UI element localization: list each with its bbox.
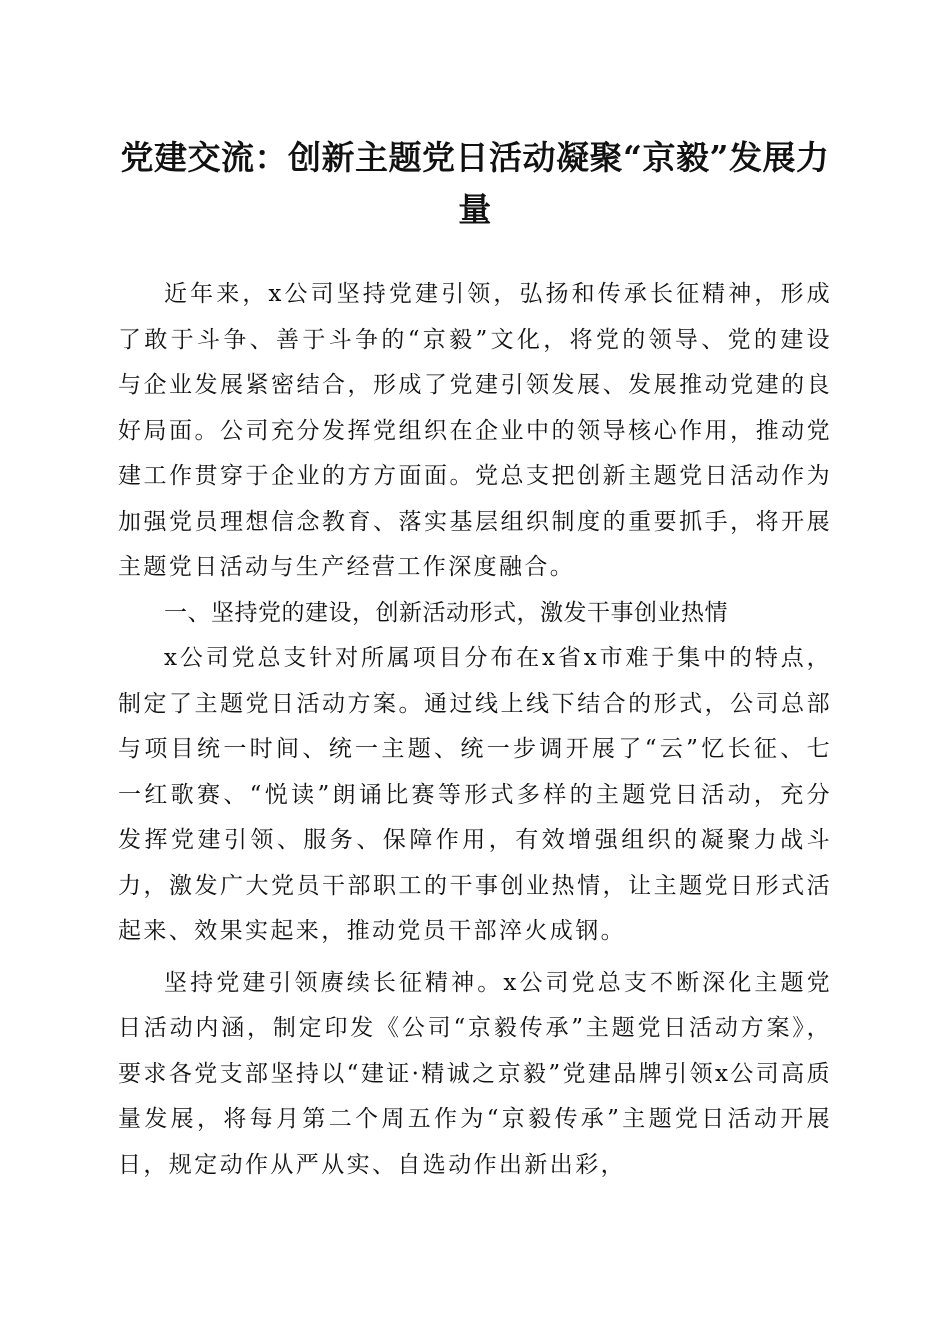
document-title: 党建交流：创新主题党日活动凝聚“京毅”发展力量 <box>120 138 830 229</box>
section-heading-1: 一、坚持党的建设，创新活动形式，激发干事创业热情 <box>164 599 728 626</box>
intro-paragraph: 近年来，x公司坚持党建引领，弘扬和传承长征精神，形成了敢于斗争、善于斗争的“京毅”文化，将党的领导、党的建设与企业发展紧密结合，形成了党建引领发展、发展推动党建的良好局面。公司充分发挥党组织在企业中的领导核心作用，推动党建工作贯穿于企业的方方面面。党总支把创新主题党日活动作为加强党员理想信念教育、落实基层组织制度的重要抓手，将开展主题党日活动与生产经营工作深度融合。 <box>118 281 832 580</box>
section-1-paragraph-2: 坚持党建引领赓续长征精神。x公司党总支不断深化主题党日活动内涵，制定印发《公司“京毅传承”主题党日活动方案》，要求各党支部坚持以“建证·精诚之京毅”党建品牌引领x公司高质量发展，将每月第二个周五作为“京毅传承”主题党日活动开展日，规定动作从严从实、自选动作出新出彩， <box>118 969 832 1178</box>
document-body <box>118 272 832 1188</box>
section-1-paragraph-1: x公司党总支针对所属项目分布在x省x市难于集中的特点，制定了主题党日活动方案。通过线上线下结合的形式，公司总部与项目统一时间、统一主题、统一步调开展了“云”忆长征、七一红歌赛、“悦读”朗诵比赛等形式多样的主题党日活动，充分发挥党建引领、服务、保障作用，有效增强组织的凝聚力战斗力，激发广大党员干部职工的干事创业热情，让主题党日形式活起来、效果实起来，推动党员干部淬火成钢。 <box>118 645 832 944</box>
